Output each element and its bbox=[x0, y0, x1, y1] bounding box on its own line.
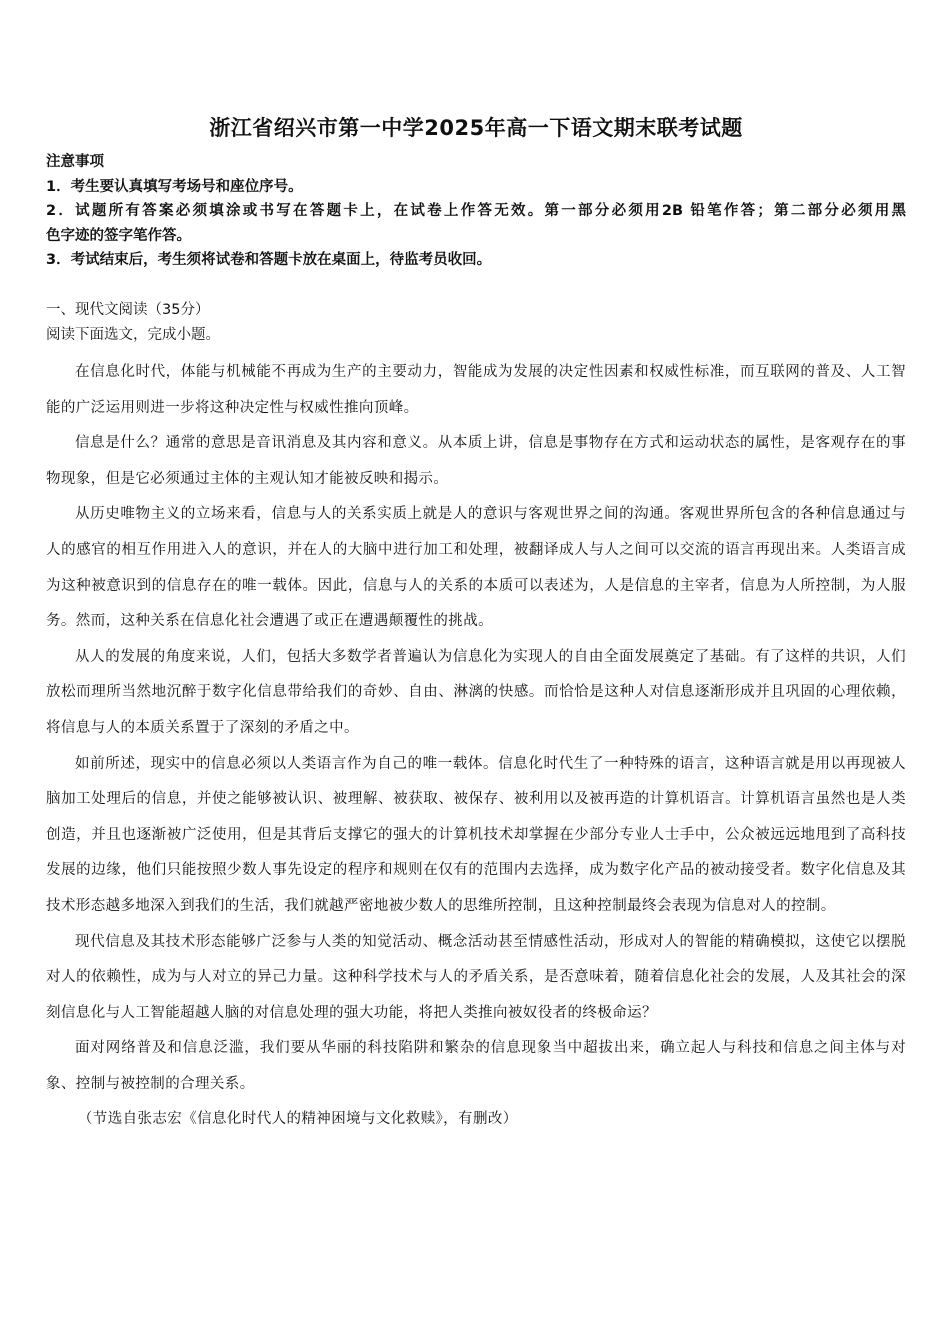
article-paragraph: 现代信息及其技术形态能够广泛参与人类的知觉活动、概念活动甚至情感性活动，形成对人的智能的精确模拟，这使它以摆脱对人的依赖性，成为与人对立的异己力量。这种科学技术与人的矛盾关系，是否意味着，随着信息化社会的发展，人及其社会的深刻信息化与人工智能超越人脑的对信息处理的强大功能，将把人类推向被奴役者的终极命运？ bbox=[46, 933, 906, 1021]
notice-item: 2．试题所有答案必须填涂或书写在答题卡上，在试卷上作答无效。第一部分必须用2B 铅笔作答；第二部分必须用黑 bbox=[46, 203, 906, 219]
notice-item: 3．考试结束后，考生须将试卷和答题卡放在桌面上，待监考员收回。 bbox=[46, 252, 492, 268]
section-heading: 一、现代文阅读（35分） bbox=[46, 302, 210, 318]
page-title: 浙江省绍兴市第一中学2025年高一下语文期末联考试题 bbox=[209, 116, 743, 140]
article-source: （节选自张志宏《信息化时代人的精神困境与文化救赎》，有删改） bbox=[77, 1111, 518, 1128]
article-paragraph: 从历史唯物主义的立场来看，信息与人的关系实质上就是人的意识与客观世界之间的沟通。客观世界所包含的各种信息通过与人的感官的相互作用进入人的意识，并在人的大脑中进行加工和处理，被翻译成人与人之间可以交流的语言再现出来。人类语言成为这种被意识到的信息存在的唯一载体。因此，信息与人的关系的本质可以表述为，人是信息的主宰者，信息为人所控制，为人服务。然而，这种关系在信息化社会遭遇了或正在遭遇颠覆性的挑战。 bbox=[46, 506, 906, 630]
article-paragraph: 从人的发展的角度来说，人们，包括大多数学者普遍认为信息化为实现人的自由全面发展奠定了基础。有了这样的共识，人们放松而理所当然地沉醉于数字化信息带给我们的奇妙、自由、淋漓的快感。而恰恰是这种人对信息逐渐形成并且巩固的心理依赖，将信息与人的本质关系置于了深刻的矛盾之中。 bbox=[46, 648, 906, 736]
article-paragraph: 在信息化时代，体能与机械能不再成为生产的主要动力，智能成为发展的决定性因素和权威性标准，而互联网的普及、人工智能的广泛运用则进一步将这种决定性与权威性推向顶峰。 bbox=[46, 364, 906, 416]
reading-section bbox=[46, 298, 906, 1138]
article-paragraph: 信息是什么？通常的意思是音讯消息及其内容和意义。从本质上讲，信息是事物存在方式和运动状态的属性，是客观存在的事物现象，但是它必须通过主体的主观认知才能被反映和揭示。 bbox=[46, 435, 906, 487]
notice-block bbox=[46, 150, 906, 273]
notice-item: 色字迹的签字笔作答。 bbox=[46, 227, 191, 244]
notice-item: 1．考生要认真填写考场号和座位序号。 bbox=[46, 178, 303, 195]
section-instruction: 阅读下面选文，完成小题。 bbox=[46, 327, 220, 343]
article-body bbox=[46, 355, 906, 1102]
article-paragraph: 如前所述，现实中的信息必须以人类语言作为自己的唯一载体。信息化时代生了一种特殊的语言，这种语言就是用以再现被人脑加工处理后的信息，并使之能够被认识、被理解、被获取、被保存、被利用以及被再造的计算机语言。计算机语言虽然也是人类创造，并且也逐渐被广泛使用，但是其背后支撑它的强大的计算机技术却掌握在少部分专业人士手中，公众被远远地甩到了高科技发展的边缘，他们只能按照少数人事先设定的程序和规则在仅有的范围内去选择，成为数字化产品的被动接受者。数字化信息及其技术形态越多地深入到我们的生活，我们就越严密地被少数人的思维所控制，且这种控制最终会表现为信息对人的控制。 bbox=[46, 755, 906, 914]
notice-heading: 注意事项 bbox=[46, 154, 104, 170]
article-paragraph: 面对网络普及和信息泛滥，我们要从华丽的科技陷阱和繁杂的信息现象当中超拔出来，确立起人与科技和信息之间主体与对象、控制与被控制的合理关系。 bbox=[46, 1040, 906, 1092]
